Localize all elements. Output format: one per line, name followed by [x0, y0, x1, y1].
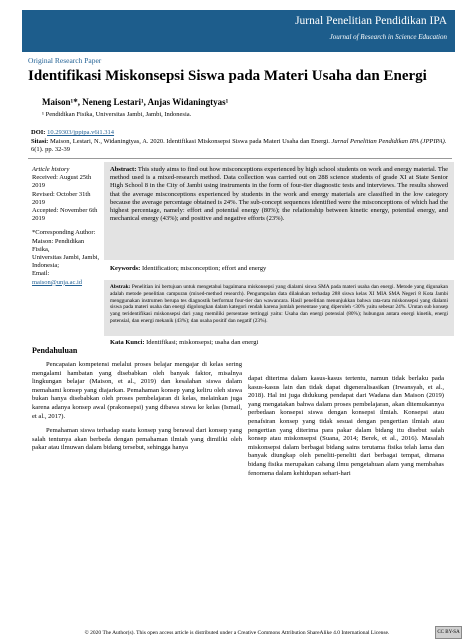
license-footer: © 2020 The Author(s). This open access article is distributed under a Creative Commons Attribution ShareAlike 4.0 International License. [84, 630, 390, 636]
paragraph: dapat diterima dalam kasus-kasus tertentu, namun tidak berlaku pada kasus-kasus lain dan tidak dapat digeneralisasikan (Irwansyah, et al., 2018). Hal ini juga didukung pendapat dari Wadana dan Maison (2019) yang mengatakan bahwa dalam proses pembelajaran, akan ditemukannya perbedaan konsepsi siswa dengan konsepsi ilmiah. Konsepsi atau penafsiran konsep yang tidak sesuai dengan pengertian ilmiah atau pengertian yang diterima para pakar dalam bidang itu disebut salah konsep atau miskonsepsi (Suana, 2014; Berek, et al., 2016). Masalah miskonsepsi dalam berbagai bidang sains terutama fisika telah lama dan banyak diungkap oleh peneliti-peneliti dari berbagai tempat, dimana bidang fisika merupakan cabang ilmu pengetahuan alam yang membahas fenomena dalam kehidupan sehari-hari [248, 375, 444, 477]
keywords-label: Keywords: [110, 265, 141, 272]
abstrak-label: Abstrak: [110, 284, 131, 290]
email-label: Email: [32, 270, 50, 278]
doi-line [31, 129, 114, 136]
accepted-date: Accepted: November 6th 2019 [32, 207, 98, 223]
authors: Maison¹*, Neneng Lestari¹, Anjas Widaningtyas¹ [42, 97, 229, 107]
divider [28, 158, 452, 159]
email-link[interactable]: maison@unja.ac.id [32, 278, 83, 286]
paper-title: Identifikasi Miskonsepsi Siswa pada Materi Usaha dan Energi [28, 68, 427, 84]
abstract-text: This study aims to find out how misconceptions experienced by high school students on work and energy material. The method used is a mixed-research method. Data collection was carried out on 288 science students of grade XI at State Senior High School 8 in the City of Jambi using instruments in the form of four-tier diagnostic tests and interviews. The results showed that the average misconceptions experienced by students in the work and energy materials are classified in the low category because the average percentage obtained is 24%. The sub-concept sequences identified were the misconceptions of which had the highest percentage, namely: effort and potential energy (80%); the relationship between kinetic energy, potential energy, and mechanical energy (43%); and positive and negative efforts (23%). [110, 166, 448, 223]
journal-name: Jurnal Penelitian Pendidikan IPA [295, 15, 447, 27]
revised-date: Revised: October 31th 2019 [32, 190, 91, 206]
history-heading: Article history [32, 166, 70, 173]
citation [31, 138, 451, 154]
received-date: Received: August 25th 2019 [32, 174, 92, 190]
doi-link[interactable]: 10.29303/jppipa.v6i1.314 [47, 129, 115, 136]
section-heading: Pendahuluan [32, 346, 78, 355]
doi-label: DOI: [31, 129, 48, 136]
citation-journal: Jurnal Penelitian Pendidikan IPA (JPPIPA). [331, 138, 447, 145]
article-info-sidebar [32, 166, 100, 287]
abstract-label: Abstract: [110, 166, 137, 173]
corresponding-line: Universitas Jambi, Jambi, [32, 254, 100, 262]
cc-license-icon: CC BY-SA [435, 626, 462, 639]
citation-label: Sitasi: [31, 138, 49, 145]
kata-kunci-text: Identifikasi; miskonsepsi; usaha dan energi [144, 339, 259, 346]
keywords-indonesian [110, 339, 258, 346]
corresponding-line: Indonesia; [32, 262, 60, 270]
citation-volume: 6(1). pp. 32-39 [31, 146, 70, 154]
abstrak-text: Penelitian ini bertujuan untuk mengetahui bagaimana miskonsepsi yang dialami siswa SMA pada materi usaha dan energi. Metode yang digunakan adalah metode penelitian campuran (mixed-method research). Pengumpulan data dilakukan terhadap 288 siswa kelas XI MIA SMA Negeri 8 Kota Jambi menggunakan instrumen berupa tes diagnostik berformat four-tier dan wawancara. Hasil penelitian menunjukkan bahwa rata-rata miskonsepsi yang dialami siswa pada materi usaha dan energi digolongkan dalam kategori rendah karena jumlah persentase yang diperoleh <30% yaitu sebesar 24%. Urutan sub konsep yang teridentifikasi miskonsepsi dari yang memiliki persentase tertinggi yaitu: Usaha dan energi potensial (80%); hubungan antara energi kinetik, energi potensial, dan energi mekanik (43%); dan usaha positif dan negatif (23%). [110, 284, 448, 324]
journal-subtitle: Journal of Research in Science Education [329, 33, 447, 41]
kata-kunci-label: Kata Kunci: [110, 339, 145, 346]
column-left [32, 361, 242, 453]
journal-banner [22, 10, 455, 52]
corresponding-line: Maison: Pendidikan Fisika, [32, 237, 85, 253]
paragraph: Pencapaian kompetensi melalui proses belajar mengajar di kelas sering mengalami hambatan yang disebabkan oleh banyak faktor, misalnya lingkungan belajar (Maison, et al., 2019) dan kesalahan siswa dalam memahami konsep yang diajarkan. Pemahaman konsep yang keliru oleh siswa bukan hanya disebabkan oleh proses pembelajaran di kelas, melainkan juga karena adanya konsep awal (prakonsepsi) yang dibawa siswa ke kelas (Ismail, et al., 2017). [32, 361, 242, 420]
abstract-indonesian [104, 280, 454, 336]
affiliation: ¹ Pendidikan Fisika, Universitas Jambi, Jambi, Indonesia. [42, 111, 192, 118]
keywords-text: Identification; misconception; effort and energy [140, 265, 267, 272]
abstract-english [104, 162, 454, 260]
citation-text: Maison, Lestari, N., Widaningtyas, A. 2020. Identifikasi Miskonsepsi Siswa pada Materi Usaha dan Energi. [48, 138, 332, 145]
article-type: Original Research Paper [28, 56, 102, 65]
corresponding-heading: *Corresponding Author: [32, 229, 96, 237]
keywords-english [110, 265, 266, 272]
paragraph: Pemahaman siswa terhadap suatu konsep yang berawal dari konsep yang salah tentunya akan berbeda dengan pemahaman ilmiah yang dimiliki oleh pakar atau ilmuwan dalam bidang tersebut, sehingga hanya [32, 427, 242, 452]
column-right [248, 375, 444, 478]
